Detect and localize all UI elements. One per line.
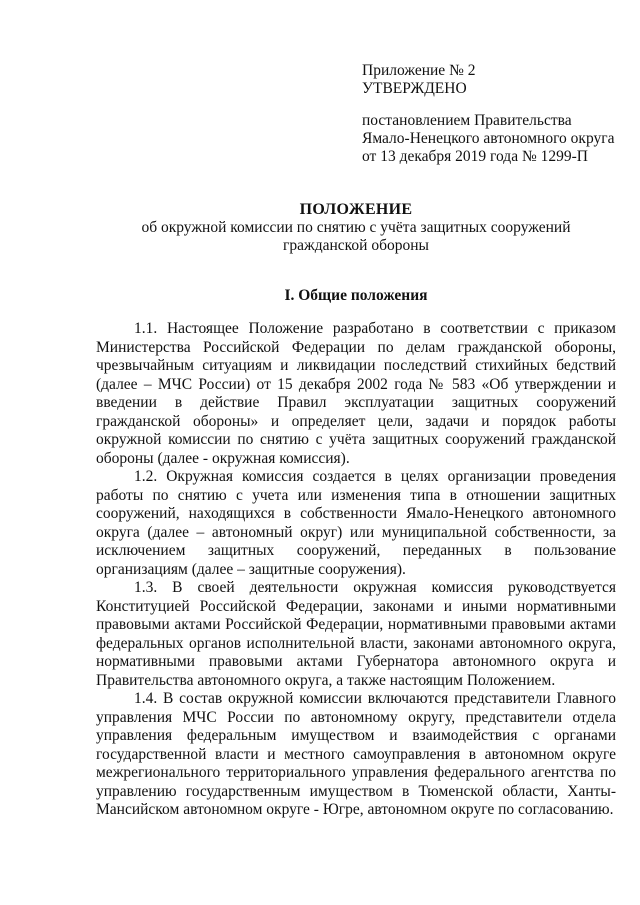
section-heading: I. Общие положения: [284, 287, 428, 304]
document-subtitle-line-2: гражданской обороны: [283, 237, 429, 254]
section-body: [96, 320, 616, 820]
approved-label: УТВЕРЖДЕНО: [362, 80, 467, 97]
document-subtitle-line-1: об окружной комиссии по снятию с учёта защитных сооружений: [141, 219, 571, 236]
paragraph-1-1: 1.1. Настоящее Положение разработано в соответствии с приказом Министерства Российской Федерации по делам гражданской обороны, чрезвычайным ситуациям и ликвидации последствий стихийных бедствий (далее – МЧС России) от 15 декабря 2002 года № 583 «Об утверждении и введении в действие Правил эксплуатации защитных сооружений гражданской обороны» и определяет цели, задачи и порядок работы окружной комиссии по снятию с учёта защитных сооружений гражданской обороны (далее - окружная комиссия).: [96, 320, 616, 467]
paragraph-1-4: 1.4. В состав окружной комиссии включаются представители Главного управления МЧС России по автономному округу, представители отдела управления федеральным имуществом и взаимодействия с органами государственной власти и местного самоуправления в автономном округе межрегионального территориального управления федерального агентства по управлению государственным имуществом в Тюменской области, Ханты-Мансийском автономном округе - Югре, автономном округе по согласованию.: [96, 690, 616, 818]
appendix-number: Приложение № 2: [362, 62, 476, 79]
document-title: ПОЛОЖЕНИЕ: [299, 201, 413, 218]
decree-line-3: от 13 декабря 2019 года № 1299-П: [362, 148, 588, 165]
decree-line-1: постановлением Правительства: [362, 112, 572, 129]
decree-line-2: Ямало-Ненецкого автономного округа: [362, 130, 615, 147]
approval-stamp: [362, 62, 615, 166]
document-title-block: [96, 200, 616, 255]
paragraph-1-2: 1.2. Окружная комиссия создается в целях организации проведения работы по снятию с учета или изменения типа в отношении защитных сооружений, находящихся в собственности Ямало-Ненецкого автономного округа (далее – автономный округ) или муниципальной собственности, за исключением защитных сооружений, переданных в пользование организациям (далее – защитные сооружения).: [96, 468, 616, 578]
paragraph-1-3: 1.3. В своей деятельности окружная комиссия руководствуется Конституцией Российской Федерации, законами и иными нормативными правовыми актами Российской Федерации, нормативными правовыми актами федеральных органов исполнительной власти, законами автономного округа, нормативными правовыми актами Губернатора автономного округа и Правительства автономного округа, а также настоящим Положением.: [96, 579, 616, 689]
